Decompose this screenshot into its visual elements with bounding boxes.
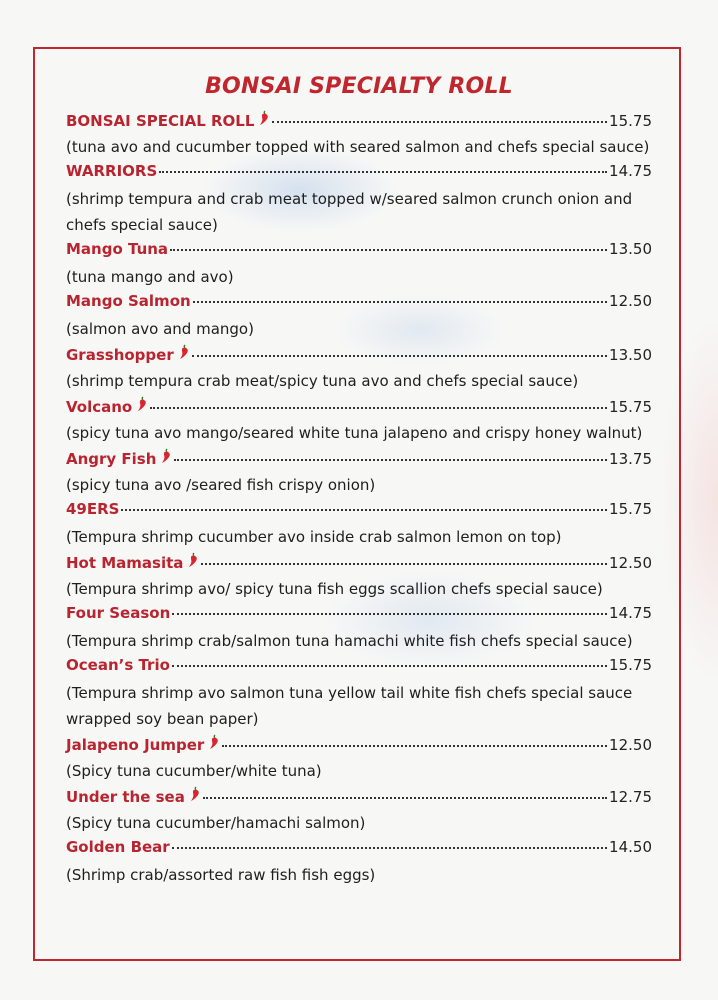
menu-item bbox=[66, 786, 652, 836]
menu-item bbox=[66, 604, 652, 654]
dot-leader bbox=[121, 508, 607, 511]
menu-item bbox=[66, 110, 652, 160]
menu-item bbox=[66, 162, 652, 238]
item-description: (Spicy tuna cucumber/hamachi salmon) bbox=[66, 814, 366, 832]
dot-leader bbox=[150, 406, 607, 409]
dot-leader bbox=[174, 458, 607, 461]
item-description: (Shrimp crab/assorted raw fish fish eggs) bbox=[66, 866, 376, 884]
menu-list bbox=[66, 110, 652, 890]
menu-item bbox=[66, 396, 652, 446]
menu-item bbox=[66, 448, 652, 498]
menu-item bbox=[66, 838, 652, 888]
item-price: 12.50 bbox=[609, 554, 652, 572]
item-price: 13.50 bbox=[609, 346, 652, 364]
item-name: Grasshopper bbox=[66, 346, 174, 364]
chili-pepper-icon bbox=[208, 734, 220, 750]
dot-leader bbox=[272, 120, 607, 123]
menu-item bbox=[66, 292, 652, 342]
dot-leader bbox=[203, 796, 607, 799]
item-price: 12.75 bbox=[609, 788, 652, 806]
item-name: 49ERS bbox=[66, 500, 120, 518]
item-name: Four Season bbox=[66, 604, 171, 622]
menu-item bbox=[66, 734, 652, 784]
menu-title: BONSAI SPECIALTY ROLL bbox=[205, 74, 513, 99]
item-name: WARRIORS bbox=[66, 162, 158, 180]
item-description: (spicy tuna avo mango/seared white tuna jalapeno and crispy honey walnut) bbox=[66, 424, 643, 442]
item-name: Golden Bear bbox=[66, 838, 170, 856]
item-price: 13.75 bbox=[609, 450, 652, 468]
chili-pepper-icon bbox=[136, 396, 148, 412]
item-name: Hot Mamasita bbox=[66, 554, 184, 572]
item-price: 15.75 bbox=[609, 500, 652, 518]
menu-item bbox=[66, 240, 652, 290]
menu-item bbox=[66, 656, 652, 732]
dot-leader bbox=[201, 562, 607, 565]
item-description: (tuna avo and cucumber topped with seared salmon and chefs special sauce) bbox=[66, 138, 650, 156]
item-description: (Tempura shrimp avo salmon tuna yellow tail white fish chefs special sauce wrapped soy bean paper) bbox=[66, 684, 633, 728]
dot-leader bbox=[170, 248, 607, 251]
chili-pepper-icon bbox=[178, 344, 190, 360]
item-name: Jalapeno Jumper bbox=[66, 736, 205, 754]
chili-pepper-icon bbox=[160, 448, 172, 464]
item-name: Angry Fish bbox=[66, 450, 157, 468]
item-price: 14.75 bbox=[609, 162, 652, 180]
chili-pepper-icon bbox=[187, 552, 199, 568]
item-price: 15.75 bbox=[609, 112, 652, 130]
item-price: 14.50 bbox=[609, 838, 652, 856]
item-description: (Tempura shrimp crab/salmon tuna hamachi white fish chefs special sauce) bbox=[66, 632, 633, 650]
item-description: (shrimp tempura and crab meat topped w/seared salmon crunch onion and chefs special sauce) bbox=[66, 190, 633, 234]
menu-item bbox=[66, 552, 652, 602]
item-description: (Spicy tuna cucumber/white tuna) bbox=[66, 762, 322, 780]
item-description: (tuna mango and avo) bbox=[66, 268, 234, 286]
item-description: (shrimp tempura crab meat/spicy tuna avo and chefs special sauce) bbox=[66, 372, 579, 390]
item-name: Under the sea bbox=[66, 788, 185, 806]
menu-item bbox=[66, 344, 652, 394]
item-price: 12.50 bbox=[609, 292, 652, 310]
dot-leader bbox=[159, 170, 607, 173]
menu-item bbox=[66, 500, 652, 550]
chili-pepper-icon bbox=[189, 786, 201, 802]
item-name: Volcano bbox=[66, 398, 133, 416]
item-description: (Tempura shrimp cucumber avo inside crab salmon lemon on top) bbox=[66, 528, 562, 546]
dot-leader bbox=[172, 664, 607, 667]
item-price: 15.75 bbox=[609, 398, 652, 416]
item-description: (salmon avo and mango) bbox=[66, 320, 254, 338]
item-name: Mango Tuna bbox=[66, 240, 169, 258]
item-name: Mango Salmon bbox=[66, 292, 191, 310]
dot-leader bbox=[172, 612, 607, 615]
item-price: 15.75 bbox=[609, 656, 652, 674]
item-name: Ocean’s Trio bbox=[66, 656, 170, 674]
dot-leader bbox=[192, 354, 607, 357]
item-price: 12.50 bbox=[609, 736, 652, 754]
item-name: BONSAI SPECIAL ROLL bbox=[66, 112, 255, 130]
chili-pepper-icon bbox=[258, 110, 270, 126]
item-price: 14.75 bbox=[609, 604, 652, 622]
dot-leader bbox=[193, 300, 607, 303]
item-description: (spicy tuna avo /seared fish crispy onion) bbox=[66, 476, 376, 494]
item-price: 13.50 bbox=[609, 240, 652, 258]
dot-leader bbox=[172, 846, 607, 849]
dot-leader bbox=[222, 744, 607, 747]
item-description: (Tempura shrimp avo/ spicy tuna fish eggs scallion chefs special sauce) bbox=[66, 580, 603, 598]
